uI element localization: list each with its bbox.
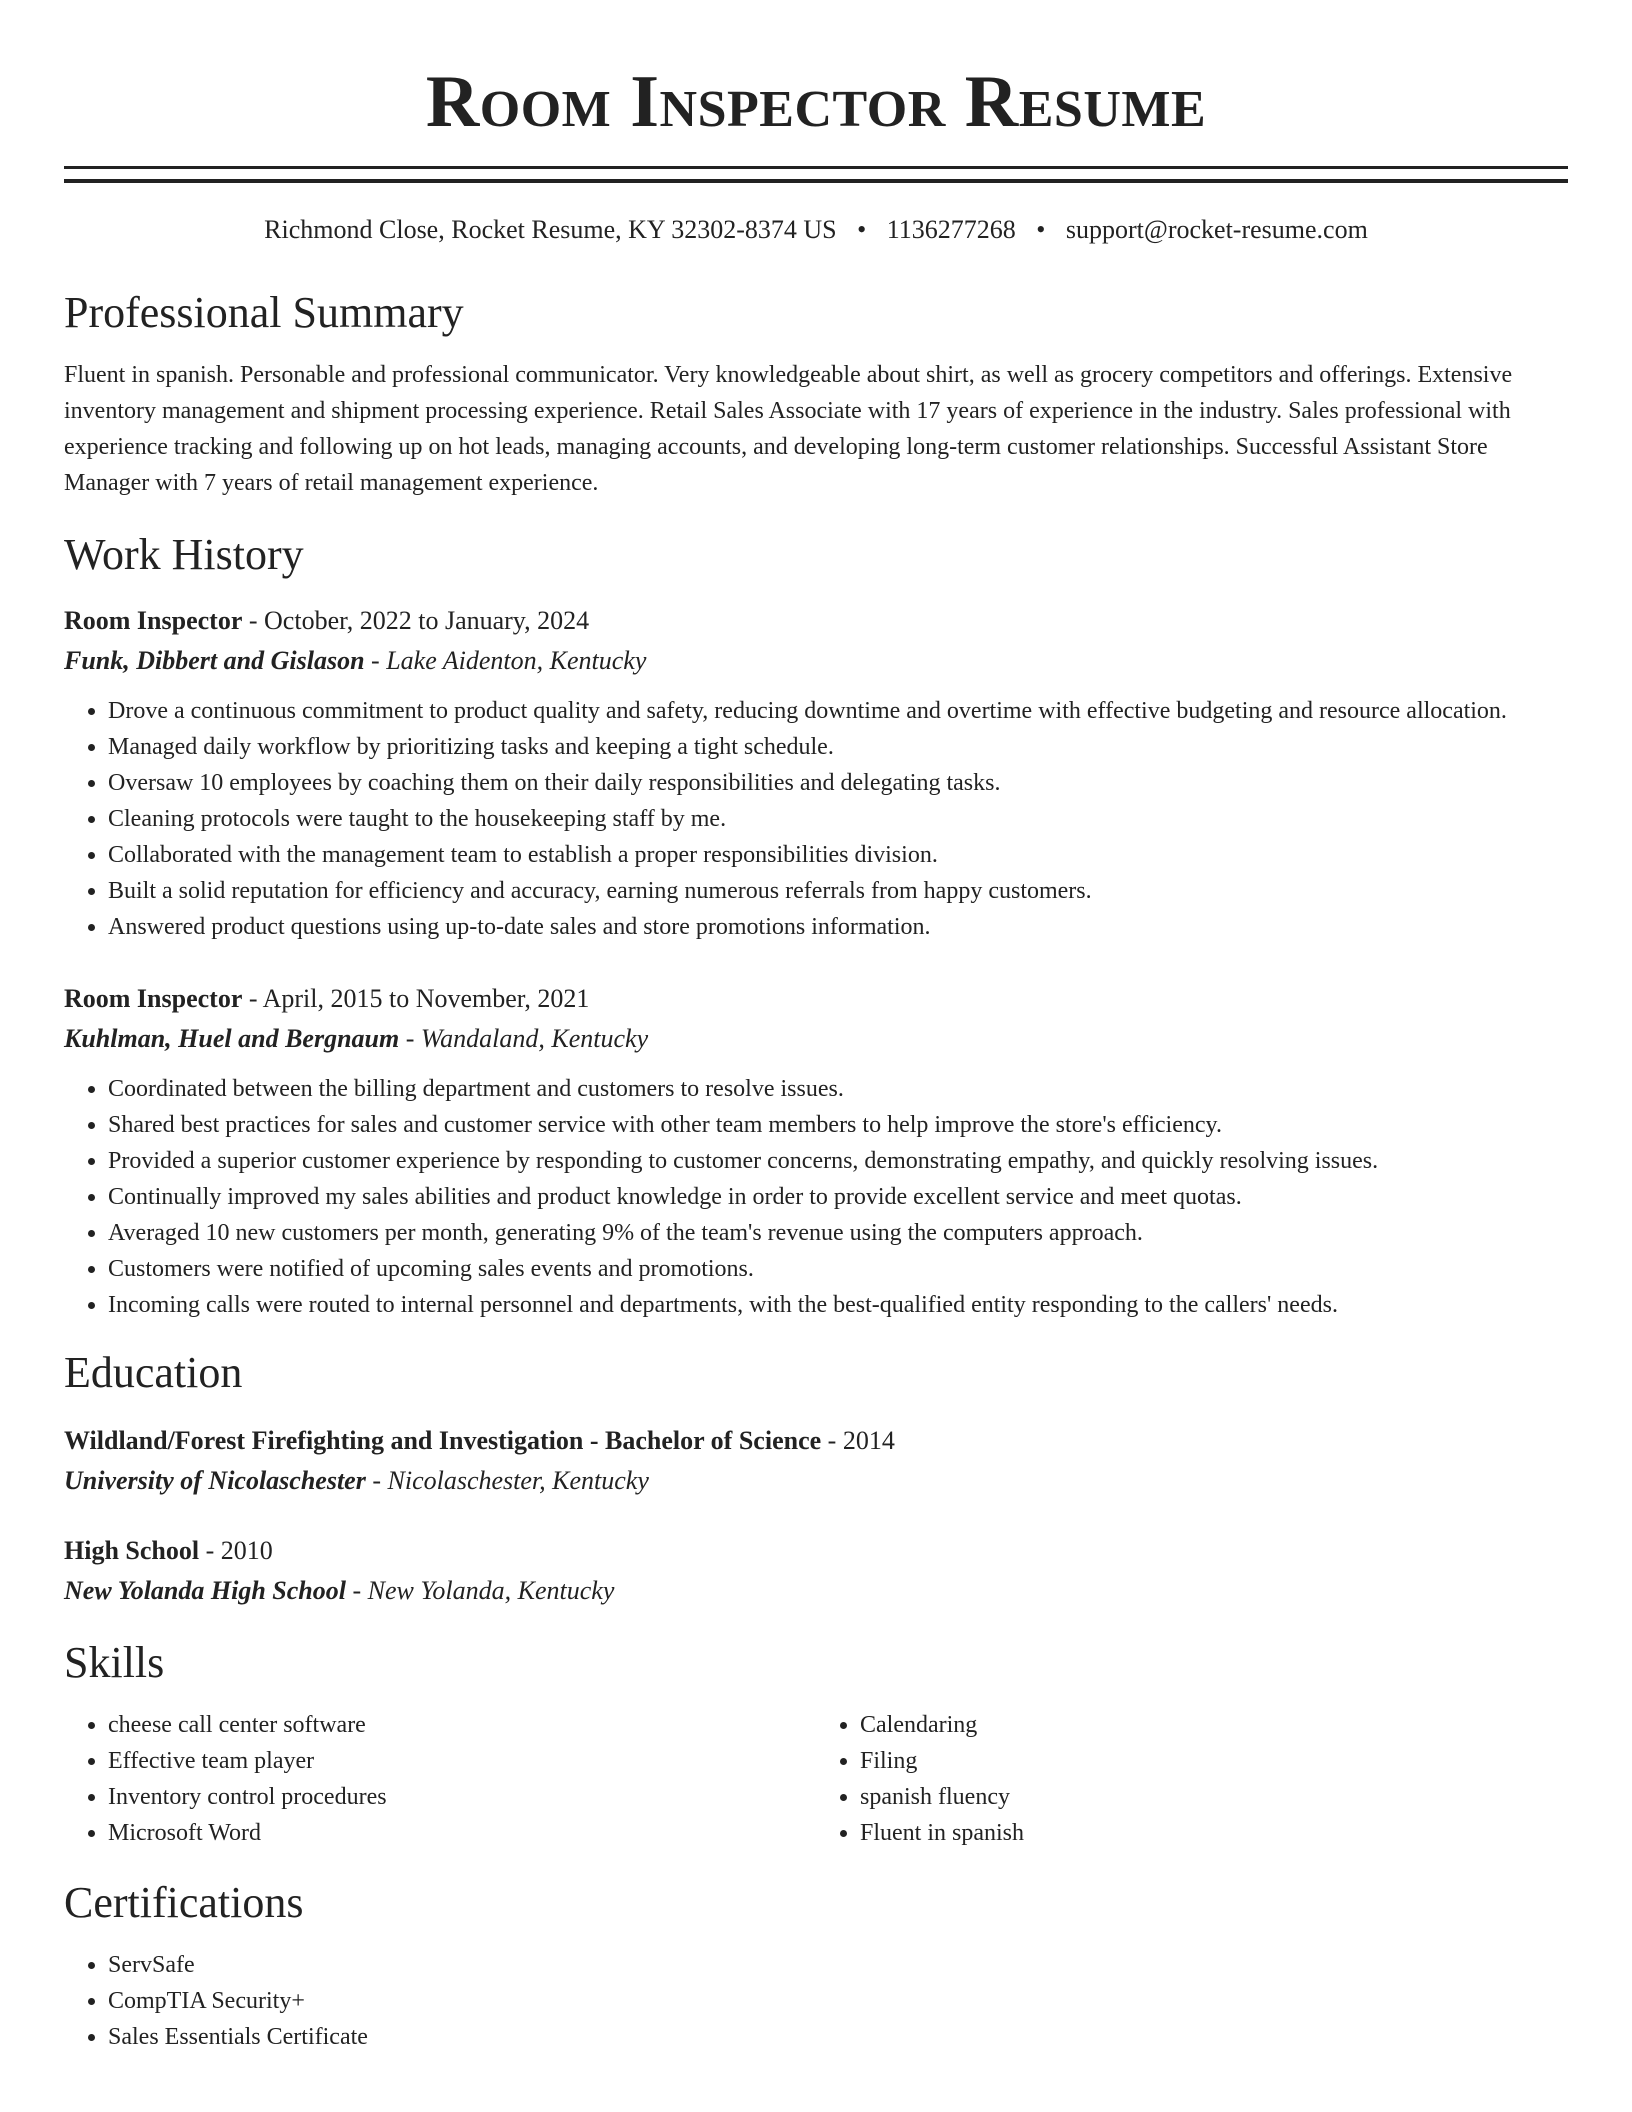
list-item: • Cleaning protocols were taught to the housekeeping staff by me.	[108, 801, 1568, 837]
job-company: Kuhlman, Huel and Bergnaum	[64, 1024, 400, 1053]
skill-item: • Filing	[860, 1743, 1568, 1779]
contact-separator: •	[857, 215, 867, 244]
school-name: University of Nicolaschester	[64, 1466, 366, 1495]
degree: Wildland/Forest Firefighting and Investigation - Bachelor of Science	[64, 1426, 822, 1455]
certification-item: • Sales Essentials Certificate	[108, 2019, 1568, 2055]
list-item: • Provided a superior customer experience by responding to customer concerns, demonstrating empathy, and quickly resolving issues.	[108, 1143, 1568, 1179]
list-item: • Collaborated with the management team to establish a proper responsibilities division.	[108, 837, 1568, 873]
certifications-list	[64, 1947, 1568, 2055]
certification-item: • CompTIA Security+	[108, 1983, 1568, 2019]
list-item: • Built a solid reputation for efficiency and accuracy, earning numerous referrals from happy customers.	[108, 873, 1568, 909]
job-dates: - April, 2015 to November, 2021	[242, 984, 590, 1013]
education-heading: Education	[64, 1348, 243, 1397]
job-entry	[64, 601, 1568, 945]
school-location: - Nicolaschester, Kentucky	[365, 1466, 649, 1495]
list-item: • Incoming calls were routed to internal personnel and departments, with the best-qualified entity responding to the callers' needs.	[108, 1287, 1568, 1323]
summary-text: Fluent in spanish. Personable and professional communicator. Very knowledgeable about shirt, as well as grocery competitors and offerings. Extensive inventory management and shipment processing experience. Retail Sales Associate with 17 years of experience in the industry. Sales professional with experience tracking and following up on hot leads, managing accounts, and developing long-term customer relationships. Successful Assistant Store Manager with 7 years of retail management experience.	[64, 362, 1513, 496]
job-dates: - October, 2022 to January, 2024	[242, 606, 590, 635]
education-entry	[64, 1531, 1568, 1611]
contact-address: Richmond Close, Rocket Resume, KY 32302-8374 US	[264, 215, 837, 244]
list-item: • Coordinated between the billing department and customers to resolve issues.	[108, 1071, 1568, 1107]
job-location: - Wandaland, Kentucky	[399, 1024, 649, 1053]
graduation-year: - 2010	[199, 1536, 273, 1565]
list-item: • Managed daily workflow by prioritizing tasks and keeping a tight schedule.	[108, 729, 1568, 765]
list-item: • Customers were notified of upcoming sales events and promotions.	[108, 1251, 1568, 1287]
job-entry	[64, 979, 1568, 1323]
contact-line	[64, 213, 1568, 247]
school-name: New Yolanda High School	[64, 1576, 346, 1605]
skills-columns	[64, 1707, 1568, 1851]
skill-item: • Calendaring	[860, 1707, 1568, 1743]
certifications-heading: Certifications	[64, 1878, 304, 1927]
summary-heading: Professional Summary	[64, 288, 464, 337]
resume-title: Room Inspector Resume	[425, 61, 1207, 143]
job-company-line	[64, 1019, 1568, 1059]
degree-line	[64, 1531, 1568, 1571]
contact-separator: •	[1036, 215, 1046, 244]
work-history-heading: Work History	[64, 530, 304, 579]
job-title: Room Inspector	[64, 984, 243, 1013]
title-divider	[64, 166, 1568, 183]
list-item: • Averaged 10 new customers per month, generating 9% of the team's revenue using the computers approach.	[108, 1215, 1568, 1251]
job-title-line	[64, 979, 1568, 1019]
school-location: - New Yolanda, Kentucky	[345, 1576, 615, 1605]
contact-email: support@rocket-resume.com	[1065, 215, 1368, 244]
degree: High School	[64, 1536, 200, 1565]
certification-item: • ServSafe	[108, 1947, 1568, 1983]
list-item: • Oversaw 10 employees by coaching them on their daily responsibilities and delegating tasks.	[108, 765, 1568, 801]
skill-item: • Microsoft Word	[108, 1815, 816, 1851]
job-title: Room Inspector	[64, 606, 243, 635]
skill-item: • Inventory control procedures	[108, 1779, 816, 1815]
degree-line	[64, 1421, 1568, 1461]
skill-item: • spanish fluency	[860, 1779, 1568, 1815]
skill-item: • cheese call center software	[108, 1707, 816, 1743]
education-entry	[64, 1421, 1568, 1501]
job-location: - Lake Aidenton, Kentucky	[364, 646, 647, 675]
skills-list-right	[816, 1707, 1568, 1851]
school-line	[64, 1461, 1568, 1501]
graduation-year: - 2014	[821, 1426, 895, 1455]
job-bullets	[64, 1071, 1568, 1323]
skill-item: • Effective team player	[108, 1743, 816, 1779]
skills-list-left	[64, 1707, 816, 1851]
job-company-line	[64, 641, 1568, 681]
list-item: • Drove a continuous commitment to product quality and safety, reducing downtime and overtime with effective budgeting and resource allocation.	[108, 693, 1568, 729]
skills-heading: Skills	[64, 1638, 165, 1687]
list-item: • Answered product questions using up-to-date sales and store promotions information.	[108, 909, 1568, 945]
list-item: • Continually improved my sales abilities and product knowledge in order to provide excellent service and meet quotas.	[108, 1179, 1568, 1215]
list-item: • Shared best practices for sales and customer service with other team members to help improve the store's efficiency.	[108, 1107, 1568, 1143]
contact-phone: 1136277268	[886, 215, 1016, 244]
job-bullets	[64, 693, 1568, 945]
job-title-line	[64, 601, 1568, 641]
skill-item: • Fluent in spanish	[860, 1815, 1568, 1851]
school-line	[64, 1571, 1568, 1611]
job-company: Funk, Dibbert and Gislason	[64, 646, 365, 675]
